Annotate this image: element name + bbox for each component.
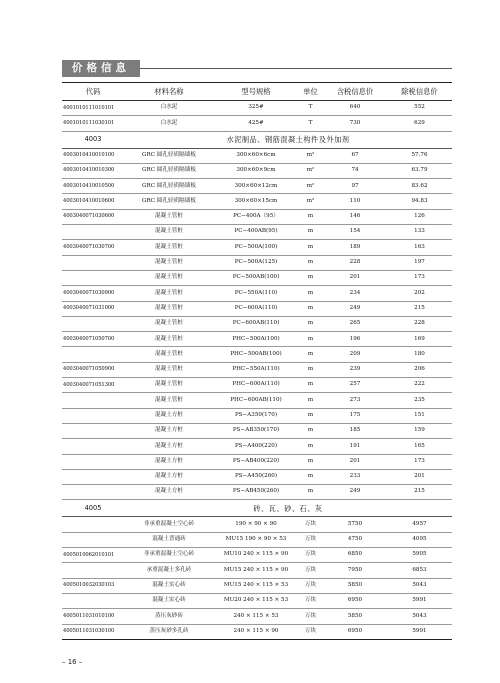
cell-material-name: GRC 圆孔轻质隔墙板 — [124, 148, 214, 163]
table-row — [62, 316, 452, 331]
section-code: 4005 — [62, 500, 124, 517]
cell-spec: PHC−600AB(110) — [214, 393, 298, 408]
cell-notax-price: 5905 — [387, 548, 452, 563]
cell-spec: PHC−600A(110) — [214, 378, 298, 393]
table-row — [62, 101, 452, 116]
cell-tax-price: 257 — [323, 378, 387, 393]
cell-tax-price: 201 — [323, 454, 387, 469]
cell-unit: 万块 — [298, 624, 323, 639]
cell-tax-price: 6850 — [323, 548, 387, 563]
cell-code: 4003040071030900 — [62, 286, 124, 301]
cell-notax-price: 63.79 — [387, 163, 452, 178]
cell-material-name: 混凝土管桩 — [124, 347, 214, 362]
cell-unit: 万块 — [298, 609, 323, 624]
cell-material-name: 混凝土管桩 — [124, 301, 214, 316]
cell-notax-price: 552 — [387, 101, 452, 116]
header-rule — [140, 68, 452, 69]
cell-spec: PC−600A(110) — [214, 301, 298, 316]
cell-unit: T — [298, 116, 323, 131]
cell-unit: m — [298, 439, 323, 454]
cell-tax-price: 191 — [323, 439, 387, 454]
cell-code: 4003010410010100 — [62, 148, 124, 163]
cell-code: 4003040071051300 — [62, 378, 124, 393]
table-row — [62, 148, 452, 163]
cell-tax-price: 5850 — [323, 578, 387, 593]
section-label: 价格信息 — [62, 60, 140, 77]
cell-unit: m — [298, 393, 323, 408]
table-row — [62, 301, 452, 316]
table-row — [62, 179, 452, 194]
cell-unit: m — [298, 485, 323, 500]
cell-code: 4003040071031000 — [62, 301, 124, 316]
cell-unit: m — [298, 301, 323, 316]
cell-material-name: 蒸压灰砂多孔砖 — [124, 624, 214, 639]
cell-unit: m — [298, 378, 323, 393]
table-row — [62, 209, 452, 224]
cell-spec: MU10 240 × 115 × 90 — [214, 548, 298, 563]
cell-notax-price: 222 — [387, 378, 452, 393]
table-row — [62, 116, 452, 131]
table-row — [62, 240, 452, 255]
cell-notax-price: 4957 — [387, 517, 452, 532]
table-row — [62, 270, 452, 285]
cell-tax-price: 154 — [323, 225, 387, 240]
cell-unit: m — [298, 240, 323, 255]
column-header-notax-price: 除税信息价 — [387, 83, 452, 101]
cell-code — [62, 270, 124, 285]
cell-tax-price: 5850 — [323, 609, 387, 624]
cell-material-name: 混凝土方桩 — [124, 408, 214, 423]
table-row — [62, 194, 452, 209]
cell-spec: 325# — [214, 101, 298, 116]
table-row — [62, 347, 452, 362]
table-row — [62, 548, 452, 563]
price-table — [62, 82, 452, 640]
cell-spec: PC−500AB(100) — [214, 270, 298, 285]
cell-unit: 万块 — [298, 563, 323, 578]
cell-material-name: GRC 圆孔轻质隔墙板 — [124, 179, 214, 194]
cell-spec: MU20 240 × 115 × 53 — [214, 593, 298, 608]
cell-notax-price: 133 — [387, 225, 452, 240]
cell-code — [62, 593, 124, 608]
table-row — [62, 609, 452, 624]
cell-code: 4003010410010300 — [62, 163, 124, 178]
cell-spec: PS−AB400(220) — [214, 454, 298, 469]
section-title: 砖、瓦、砂、石、灰 — [124, 500, 452, 517]
cell-spec: PHC−550A(110) — [214, 362, 298, 377]
cell-unit: 万块 — [298, 532, 323, 547]
cell-spec: PC−600AB(110) — [214, 316, 298, 331]
cell-material-name: 混凝土普通砖 — [124, 532, 214, 547]
cell-unit: m² — [298, 163, 323, 178]
cell-material-name: 混凝土管桩 — [124, 209, 214, 224]
column-header-material: 材料名称 — [124, 83, 214, 101]
cell-tax-price: 4750 — [323, 532, 387, 547]
cell-code — [62, 532, 124, 547]
cell-spec: 240 × 115 × 90 — [214, 624, 298, 639]
table-row — [62, 408, 452, 423]
cell-spec: PC−500A(100) — [214, 240, 298, 255]
cell-tax-price: 175 — [323, 408, 387, 423]
column-header-code: 代码 — [62, 83, 124, 101]
cell-spec: PHC−500AB(100) — [214, 347, 298, 362]
cell-tax-price: 74 — [323, 163, 387, 178]
cell-code — [62, 485, 124, 500]
cell-code: 4001010111010101 — [62, 101, 124, 116]
table-body — [62, 101, 452, 640]
cell-unit: 万块 — [298, 517, 323, 532]
section-header — [62, 60, 452, 77]
cell-material-name: 混凝土方桩 — [124, 485, 214, 500]
cell-notax-price: 151 — [387, 408, 452, 423]
cell-notax-price: 126 — [387, 209, 452, 224]
cell-tax-price: 6950 — [323, 593, 387, 608]
cell-notax-price: 228 — [387, 316, 452, 331]
cell-spec: 300×60×6cm — [214, 148, 298, 163]
cell-spec: PC−550A(110) — [214, 286, 298, 301]
cell-spec: PC−400A（95） — [214, 209, 298, 224]
cell-material-name: 混凝土管桩 — [124, 270, 214, 285]
cell-material-name: 混凝土管桩 — [124, 316, 214, 331]
cell-tax-price: 6950 — [323, 624, 387, 639]
cell-spec: MU15 190 × 90 × 53 — [214, 532, 298, 547]
cell-spec: PC−500A(125) — [214, 255, 298, 270]
cell-unit: 万块 — [298, 593, 323, 608]
cell-spec: 300×60×15cm — [214, 194, 298, 209]
cell-notax-price: 180 — [387, 347, 452, 362]
cell-spec: 425# — [214, 116, 298, 131]
cell-tax-price: 5750 — [323, 517, 387, 532]
cell-unit: m — [298, 270, 323, 285]
cell-code — [62, 393, 124, 408]
cell-unit: m — [298, 286, 323, 301]
cell-code — [62, 563, 124, 578]
cell-spec: PS−A350(170) — [214, 408, 298, 423]
cell-tax-price: 7950 — [323, 563, 387, 578]
cell-notax-price: 6853 — [387, 563, 452, 578]
cell-material-name: 混凝土方桩 — [124, 439, 214, 454]
cell-notax-price: 4095 — [387, 532, 452, 547]
cell-material-name: 白水泥 — [124, 101, 214, 116]
cell-code — [62, 408, 124, 423]
page-number: – 16 – — [62, 658, 83, 666]
cell-tax-price: 185 — [323, 423, 387, 438]
cell-material-name: 混凝土管桩 — [124, 286, 214, 301]
cell-notax-price: 159 — [387, 423, 452, 438]
cell-code — [62, 423, 124, 438]
cell-material-name: 混凝土管桩 — [124, 255, 214, 270]
column-header-spec: 型号规格 — [214, 83, 298, 101]
cell-unit: 万块 — [298, 548, 323, 563]
cell-unit: m — [298, 225, 323, 240]
section-code: 4003 — [62, 131, 124, 148]
cell-unit: m² — [298, 194, 323, 209]
cell-notax-price: 83.62 — [387, 179, 452, 194]
cell-code — [62, 517, 124, 532]
table-row — [62, 286, 452, 301]
cell-notax-price: 201 — [387, 469, 452, 484]
cell-code — [62, 439, 124, 454]
cell-tax-price: 730 — [323, 116, 387, 131]
cell-tax-price: 228 — [323, 255, 387, 270]
cell-material-name: 蒸压灰砂砖 — [124, 609, 214, 624]
cell-notax-price: 5043 — [387, 609, 452, 624]
table-row — [62, 578, 452, 593]
table-row — [62, 485, 452, 500]
cell-code: 4005010062010101 — [62, 548, 124, 563]
cell-tax-price: 196 — [323, 332, 387, 347]
cell-code: 4005011031030100 — [62, 624, 124, 639]
table-row — [62, 532, 452, 547]
cell-notax-price: 215 — [387, 485, 452, 500]
cell-notax-price: 206 — [387, 362, 452, 377]
cell-code: 4003010410010600 — [62, 194, 124, 209]
cell-notax-price: 5991 — [387, 593, 452, 608]
cell-unit: m — [298, 454, 323, 469]
cell-unit: T — [298, 101, 323, 116]
cell-notax-price: 5991 — [387, 624, 452, 639]
cell-code: 4003010410010500 — [62, 179, 124, 194]
cell-notax-price: 94.83 — [387, 194, 452, 209]
column-header-unit: 单位 — [298, 83, 323, 101]
cell-material-name: 非承重混凝土空心砖 — [124, 517, 214, 532]
cell-spec: 190 × 90 × 90 — [214, 517, 298, 532]
cell-unit: m — [298, 332, 323, 347]
table-row — [62, 393, 452, 408]
cell-material-name: 混凝土方桩 — [124, 423, 214, 438]
table-row — [62, 378, 452, 393]
table-header-row — [62, 83, 452, 101]
cell-material-name: 混凝土管桩 — [124, 332, 214, 347]
cell-spec: 240 × 115 × 53 — [214, 609, 298, 624]
cell-spec: PS−AB350(170) — [214, 423, 298, 438]
table-row — [62, 362, 452, 377]
table-row — [62, 332, 452, 347]
table-row — [62, 563, 452, 578]
cell-tax-price: 234 — [323, 286, 387, 301]
cell-tax-price: 209 — [323, 347, 387, 362]
cell-code: 4003040071030700 — [62, 240, 124, 255]
cell-notax-price: 57.76 — [387, 148, 452, 163]
cell-material-name: 混凝土管桩 — [124, 393, 214, 408]
table-row — [62, 225, 452, 240]
cell-spec: PC−400AB(95) — [214, 225, 298, 240]
cell-unit: m — [298, 469, 323, 484]
cell-spec: PS−A400(220) — [214, 439, 298, 454]
cell-material-name: GRC 圆孔轻质隔墙板 — [124, 163, 214, 178]
cell-tax-price: 239 — [323, 362, 387, 377]
cell-tax-price: 233 — [323, 469, 387, 484]
cell-material-name: 混凝土实心砖 — [124, 578, 214, 593]
cell-notax-price: 165 — [387, 439, 452, 454]
cell-tax-price: 201 — [323, 270, 387, 285]
cell-notax-price: 169 — [387, 332, 452, 347]
cell-code: 4003040071050700 — [62, 332, 124, 347]
cell-spec: 300×60×9cm — [214, 163, 298, 178]
cell-code: 4003040071050900 — [62, 362, 124, 377]
cell-unit: 万块 — [298, 578, 323, 593]
cell-unit: m² — [298, 148, 323, 163]
cell-code: 4005010032030103 — [62, 578, 124, 593]
cell-notax-price: 197 — [387, 255, 452, 270]
cell-material-name: 混凝土方桩 — [124, 469, 214, 484]
cell-unit: m — [298, 408, 323, 423]
cell-notax-price: 235 — [387, 393, 452, 408]
table-row — [62, 423, 452, 438]
cell-spec: MU15 240 × 115 × 90 — [214, 563, 298, 578]
cell-code: 4005011031010100 — [62, 609, 124, 624]
cell-code — [62, 316, 124, 331]
cell-spec: PS−A450(260) — [214, 469, 298, 484]
cell-code: 4001010111030101 — [62, 116, 124, 131]
cell-code — [62, 454, 124, 469]
table-row — [62, 593, 452, 608]
cell-code — [62, 255, 124, 270]
cell-unit: m — [298, 423, 323, 438]
cell-notax-price: 629 — [387, 116, 452, 131]
cell-tax-price: 249 — [323, 301, 387, 316]
section-row — [62, 131, 452, 148]
cell-code — [62, 347, 124, 362]
cell-material-name: 混凝土方桩 — [124, 454, 214, 469]
section-row — [62, 500, 452, 517]
cell-material-name: 混凝土实心砖 — [124, 593, 214, 608]
table-row — [62, 624, 452, 639]
table-row — [62, 469, 452, 484]
cell-spec: PS−AB450(260) — [214, 485, 298, 500]
cell-spec: MU15 240 × 115 × 53 — [214, 578, 298, 593]
cell-tax-price: 273 — [323, 393, 387, 408]
cell-tax-price: 189 — [323, 240, 387, 255]
table-row — [62, 454, 452, 469]
cell-code — [62, 225, 124, 240]
cell-tax-price: 97 — [323, 179, 387, 194]
cell-tax-price: 67 — [323, 148, 387, 163]
cell-unit: m — [298, 209, 323, 224]
table-row — [62, 439, 452, 454]
cell-unit: m² — [298, 179, 323, 194]
cell-notax-price: 202 — [387, 286, 452, 301]
cell-code — [62, 469, 124, 484]
cell-code: 4003040071030600 — [62, 209, 124, 224]
cell-material-name: 混凝土管桩 — [124, 240, 214, 255]
cell-notax-price: 215 — [387, 301, 452, 316]
cell-tax-price: 249 — [323, 485, 387, 500]
table-row — [62, 517, 452, 532]
cell-notax-price: 173 — [387, 454, 452, 469]
cell-unit: m — [298, 255, 323, 270]
cell-unit: m — [298, 347, 323, 362]
cell-tax-price: 640 — [323, 101, 387, 116]
table-row — [62, 163, 452, 178]
cell-material-name: 非承重混凝土空心砖 — [124, 548, 214, 563]
section-title: 水泥制品、钢筋混凝土构件及外加剂 — [124, 131, 452, 148]
cell-tax-price: 146 — [323, 209, 387, 224]
table-row — [62, 255, 452, 270]
cell-material-name: GRC 圆孔轻质隔墙板 — [124, 194, 214, 209]
cell-unit: m — [298, 362, 323, 377]
cell-material-name: 承重混凝土多孔砖 — [124, 563, 214, 578]
cell-material-name: 混凝土管桩 — [124, 378, 214, 393]
cell-unit: m — [298, 316, 323, 331]
cell-notax-price: 173 — [387, 270, 452, 285]
cell-material-name: 混凝土管桩 — [124, 362, 214, 377]
cell-material-name: 白水泥 — [124, 116, 214, 131]
cell-spec: PHC−500A(100) — [214, 332, 298, 347]
cell-material-name: 混凝土管桩 — [124, 225, 214, 240]
cell-notax-price: 163 — [387, 240, 452, 255]
cell-tax-price: 110 — [323, 194, 387, 209]
cell-tax-price: 265 — [323, 316, 387, 331]
cell-spec: 300×60×12cm — [214, 179, 298, 194]
cell-notax-price: 5043 — [387, 578, 452, 593]
column-header-tax-price: 含税信息价 — [323, 83, 387, 101]
